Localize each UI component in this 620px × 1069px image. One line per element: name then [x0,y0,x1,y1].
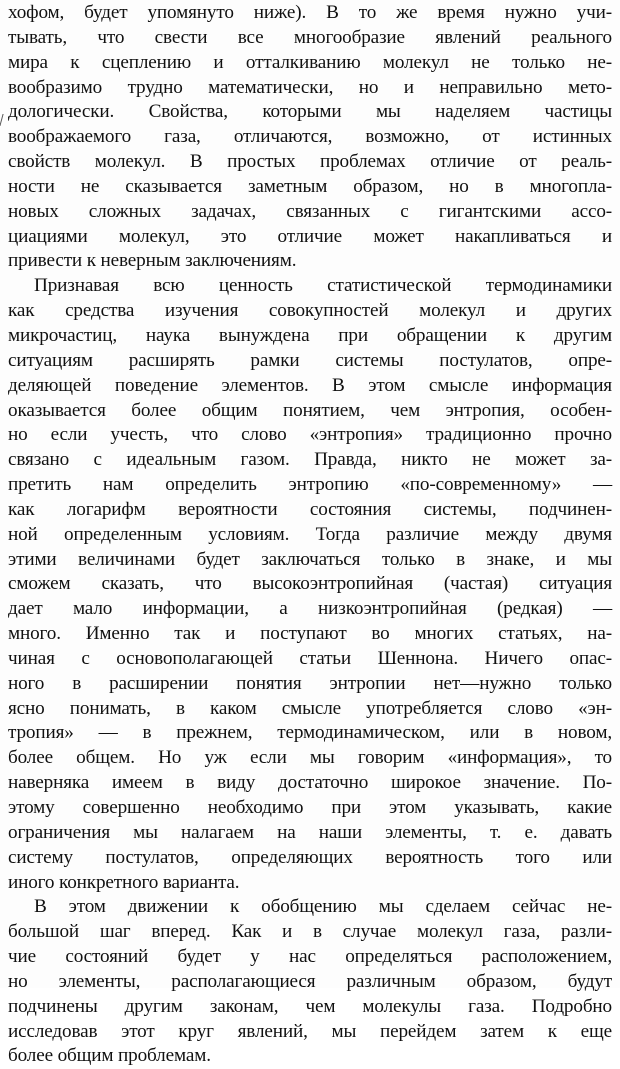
text-line: сможем сказать, что высокоэнтропийная (частая) ситуация [8,573,612,595]
text-line: ситуациям расширять рамки системы постулатов, опре- [8,349,612,371]
text-line: чиная с основополагающей статьи Шеннона. Ничего опас- [8,647,612,669]
text-line: Признавая всю ценность статистической термодинамики [34,275,612,297]
text-line: этими величинами будет заключаться только в знаке, и мы [8,548,612,570]
text-line: ного в расширении понятия энтропии нет—нужно только [8,672,612,694]
text-line: деляющей поведение элементов. В этом смысле информация [8,374,612,396]
text-line: как средства изучения совокупностей молекул и других [8,300,612,322]
text-line: хофом, будет упомянуто ниже). В то же время нужно учи- [8,2,612,23]
paragraph-2 [0,274,620,895]
text-line: свойств молекул. В простых проблемах отличие от реаль- [8,151,612,173]
text-line: чие состояний будет у нас определяться расположением, [8,946,612,968]
text-line: но элементы, располагающиеся различным образом, будут [8,970,612,992]
text-line: подчинены другим законам, чем молекулы газа. Подробно [8,995,612,1017]
text-line: иного конкретного варианта. [8,871,240,893]
text-line: вообразимо трудно математически, но и неправильно мето- [8,76,612,98]
text-line: ной определенным условиям. Тогда различие между двумя [8,523,612,545]
text-line: микрочастиц, наука вынуждена при обращении к другим [8,324,612,346]
text-line: тывать, что свести все многообразие явлений реального [8,26,612,48]
text-line: как логарифм вероятности состояния системы, подчинен- [8,498,612,520]
text-line: ясно понимать, в каком смысле употребляется слово «эн- [8,697,612,719]
text-line: исследовав этот круг явлений, мы перейдем затем к еще [8,1020,612,1042]
text-line: В этом движении к обобщению мы сделаем сейчас не- [34,896,612,918]
text-line: мира к сцеплению и отталкиванию молекул не только не- [8,51,612,73]
text-line: более общим проблемам. [8,1045,211,1067]
text-line: ограничения мы налагаем на наши элементы, т. е. давать [8,821,612,843]
text-line: тропия» — в прежнем, термодинамическом, или в новом, [8,722,612,744]
text-line: дает мало информации, а низкоэнтропийная (редкая) — [8,598,612,620]
text-line: наверняка имеем в виду достаточно широкое значение. По- [8,772,612,794]
text-line: этому совершенно необходимо при этом указывать, какие [8,797,612,818]
text-line: систему постулатов, определяющих вероятность того или [8,846,612,868]
text-line: много. Именно так и поступают во многих статьях, на- [8,623,612,645]
text-line: связано с идеальным газом. Правда, никто не может за- [8,449,612,471]
text-line: претить нам определить энтропию «по-современному» — [8,474,612,496]
text-line: большой шаг вперед. Как и в случае молекул газа, разли- [8,921,612,943]
paragraph-3 [0,895,620,1069]
paragraph-1 [0,1,620,274]
text-line: воображаемого газа, отличаются, возможно, от истинных [8,126,612,148]
text-line: циациями молекул, это отличие может накапливаться и [8,225,612,247]
text-line: но если учесть, что слово «энтропия» традиционно прочно [8,424,612,446]
text-line: дологически. Свойства, которыми мы наделяем частицы [8,101,612,123]
text-line: привести к неверным заключениям. [8,250,297,272]
text-line: оказывается более общим понятием, чем энтропия, особен- [8,399,612,421]
text-line: более общем. Но уж если мы говорим «информация», то [8,747,612,769]
text-line: ности не сказывается заметным образом, но в многопла- [8,175,612,197]
text-line: новых сложных задачах, связанных с гигантскими ассо- [8,200,612,222]
